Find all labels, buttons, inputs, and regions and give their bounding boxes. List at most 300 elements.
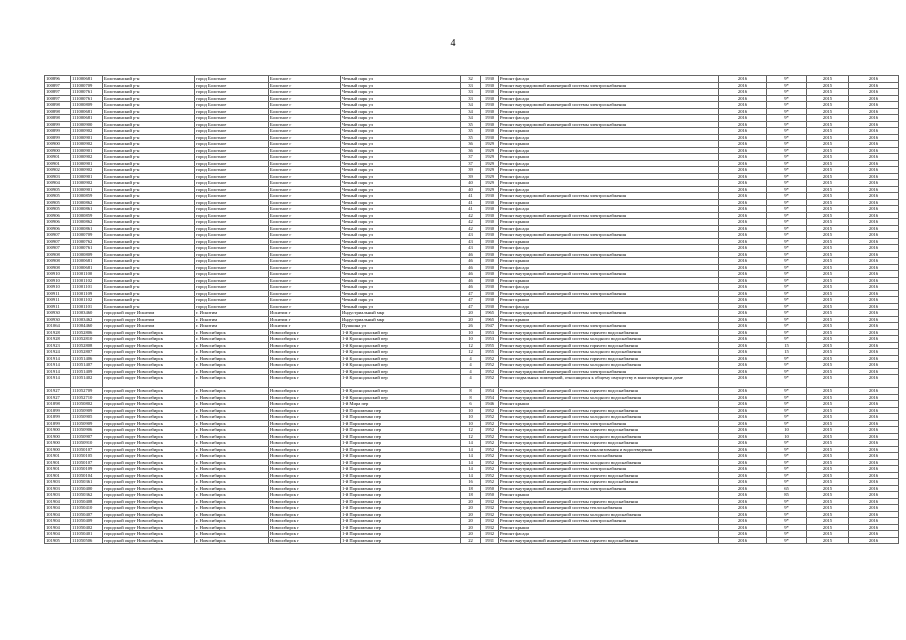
cell-house: 47 — [461, 290, 481, 297]
cell-city: Новосибирск г — [269, 368, 341, 375]
cell-year-from: 2015 — [807, 277, 849, 284]
cell-street: Чечный парк ул — [341, 277, 461, 284]
cell-id: 100911 — [45, 297, 71, 304]
cell-number: 9* — [767, 505, 807, 512]
cell-number: 9* — [767, 375, 807, 388]
cell-municipality: Болотнинский р-н — [103, 303, 195, 310]
cell-city: Болотное г — [269, 212, 341, 219]
cell-settlement: город Болотное — [195, 251, 269, 258]
cell-settlement: г. Новосибирск — [195, 511, 269, 518]
cell-municipality: городской округ Новосибирск — [103, 349, 195, 356]
cell-year-from: 2015 — [807, 82, 849, 89]
cell-year-to: 2016 — [849, 303, 899, 310]
cell-id: 100898 — [45, 115, 71, 122]
cell-number: 9* — [767, 180, 807, 187]
cell-house: 20 — [461, 310, 481, 317]
cell-year-to: 2016 — [849, 498, 899, 505]
cell-municipality: городской округ Искитим — [103, 323, 195, 330]
cell-id: 101899 — [45, 414, 71, 421]
cell-year-built: 1952 — [481, 362, 499, 369]
cell-house: 33 — [461, 95, 481, 102]
cell-settlement: город Болотное — [195, 284, 269, 291]
cell-code: 111050909 — [71, 407, 103, 414]
cell-year: 2016 — [719, 284, 767, 291]
cell-code: 111050506 — [71, 537, 103, 544]
cell-number: 9* — [767, 290, 807, 297]
cell-id: 100907 — [45, 232, 71, 239]
cell-street: Чечный парк ул — [341, 232, 461, 239]
cell-number: 9* — [767, 479, 807, 486]
cell-year-to: 2016 — [849, 414, 899, 421]
cell-code: 111050410 — [71, 505, 103, 512]
cell-year-built: 1952 — [481, 440, 499, 447]
cell-year-to: 2016 — [849, 264, 899, 271]
cell-code: 111000681 — [71, 264, 103, 271]
cell-number: 9* — [767, 524, 807, 531]
cell-id: 100910 — [45, 271, 71, 278]
cell-number: 9* — [767, 459, 807, 466]
cell-year-from: 2015 — [807, 407, 849, 414]
cell-work-type: Ремонт фасада — [499, 95, 719, 102]
cell-year-built: 1930 — [481, 303, 499, 310]
cell-street: Чечный парк ул — [341, 264, 461, 271]
cell-year-built: 1930 — [481, 82, 499, 89]
cell-municipality: Болотнинский р-н — [103, 297, 195, 304]
cell-street: Чечный парк ул — [341, 199, 461, 206]
cell-city: Новосибирск г — [269, 362, 341, 369]
cell-house: 20 — [461, 316, 481, 323]
cell-year: 2016 — [719, 212, 767, 219]
cell-year: 2016 — [719, 440, 767, 447]
cell-year: 2016 — [719, 167, 767, 174]
cell-work-type: Ремонт крыши — [499, 524, 719, 531]
cell-city: Болотное г — [269, 154, 341, 161]
cell-city: Новосибирск г — [269, 394, 341, 401]
cell-year: 2016 — [719, 128, 767, 135]
cell-street: Чечный парк ул — [341, 206, 461, 213]
cell-year-built: 1930 — [481, 206, 499, 213]
cell-street: 1-й Пархоменко пер — [341, 498, 461, 505]
cell-street: 1-й Пархоменко пер — [341, 459, 461, 466]
cell-street: Чечный парк ул — [341, 141, 461, 148]
cell-street: Чечный парк ул — [341, 271, 461, 278]
cell-settlement: город Болотное — [195, 128, 269, 135]
cell-street: Чечный парк ул — [341, 180, 461, 187]
cell-street: Индустриальный мкр — [341, 316, 461, 323]
cell-city: Болотное г — [269, 251, 341, 258]
cell-work-type: Ремонт крыши — [499, 108, 719, 115]
cell-settlement: г. Новосибирск — [195, 349, 269, 356]
cell-city: Болотное г — [269, 121, 341, 128]
cell-year-built: 1930 — [481, 115, 499, 122]
cell-street: 1-й Пархоменко пер — [341, 524, 461, 531]
cell-work-type: Ремонт внутридомовой инженерной системы горячего водоснабжения — [499, 388, 719, 395]
cell-settlement: город Болотное — [195, 134, 269, 141]
cell-year-from: 2015 — [807, 349, 849, 356]
cell-work-type: Ремонт внутридомовой инженерной системы электроснабжения — [499, 485, 719, 492]
cell-id: 101928 — [45, 336, 71, 343]
cell-house: 34 — [461, 108, 481, 115]
cell-municipality: городской округ Новосибирск — [103, 401, 195, 408]
cell-street: Чечный парк ул — [341, 95, 461, 102]
cell-work-type: Ремонт внутридомовой инженерной системы горячего водоснабжения — [499, 472, 719, 479]
cell-settlement: город Болотное — [195, 186, 269, 193]
cell-city: Болотное г — [269, 245, 341, 252]
cell-code: 111052806 — [71, 329, 103, 336]
cell-year-built: 1965 — [481, 316, 499, 323]
cell-year-from: 2015 — [807, 375, 849, 388]
cell-street: 1-й Пархоменко пер — [341, 485, 461, 492]
cell-settlement: город Болотное — [195, 108, 269, 115]
cell-house: 43 — [461, 245, 481, 252]
cell-municipality: Болотнинский р-н — [103, 115, 195, 122]
cell-code: 111000861 — [71, 225, 103, 232]
cell-municipality: Болотнинский р-н — [103, 238, 195, 245]
cell-work-type: Ремонт крыши — [499, 154, 719, 161]
cell-year-built: 1930 — [481, 89, 499, 96]
cell-street: 1-й Краснодонский пер — [341, 355, 461, 362]
cell-work-type: Ремонт внутридомовой инженерной системы электроснабжения — [499, 193, 719, 200]
cell-year-built: 1952 — [481, 433, 499, 440]
cell-house: 40 — [461, 186, 481, 193]
cell-number: 9* — [767, 310, 807, 317]
cell-id: 100901 — [45, 160, 71, 167]
cell-number: 9* — [767, 388, 807, 395]
cell-city: Болотное г — [269, 180, 341, 187]
cell-settlement: город Болотное — [195, 76, 269, 83]
cell-number: 15 — [767, 342, 807, 349]
cell-year-from: 2015 — [807, 134, 849, 141]
cell-id: 101898 — [45, 401, 71, 408]
cell-id: 101064 — [45, 323, 71, 330]
cell-settlement: г. Новосибирск — [195, 375, 269, 388]
cell-id: 100930 — [45, 316, 71, 323]
cell-id: 100906 — [45, 219, 71, 226]
cell-work-type: Ремонт крыши — [499, 316, 719, 323]
cell-year: 2016 — [719, 206, 767, 213]
cell-id: 100897 — [45, 89, 71, 96]
cell-code: 111050802 — [71, 401, 103, 408]
cell-year: 2016 — [719, 134, 767, 141]
cell-code: 111001100 — [71, 271, 103, 278]
cell-number: 9* — [767, 303, 807, 310]
cell-municipality: Болотнинский р-н — [103, 186, 195, 193]
cell-municipality: городской округ Новосибирск — [103, 394, 195, 401]
cell-number: 9* — [767, 323, 807, 330]
cell-work-type: Ремонт внутридомовой инженерной системы горячего водоснабжения — [499, 329, 719, 336]
cell-city: Новосибирск г — [269, 524, 341, 531]
cell-year: 2016 — [719, 355, 767, 362]
cell-year: 2016 — [719, 505, 767, 512]
cell-work-type: Ремонт внутридомовой инженерной системы горячего водоснабжения — [499, 355, 719, 362]
cell-id: 101900 — [45, 433, 71, 440]
cell-work-type: Ремонт внутридомовой инженерной системы электроснабжения — [499, 251, 719, 258]
cell-city: Болотное г — [269, 284, 341, 291]
cell-city: Новосибирск г — [269, 537, 341, 544]
cell-year-built: 1946 — [481, 401, 499, 408]
cell-year: 2016 — [719, 524, 767, 531]
cell-code: 111051409 — [71, 368, 103, 375]
cell-number: 9* — [767, 108, 807, 115]
cell-year-to: 2016 — [849, 368, 899, 375]
cell-code: 111051406 — [71, 355, 103, 362]
cell-number: 9* — [767, 414, 807, 421]
cell-code: 111001101 — [71, 303, 103, 310]
cell-settlement: г. Новосибирск — [195, 427, 269, 434]
cell-house: 8 — [461, 388, 481, 395]
cell-number: 9* — [767, 173, 807, 180]
cell-year: 2016 — [719, 271, 767, 278]
cell-year-to: 2016 — [849, 102, 899, 109]
cell-settlement: город Болотное — [195, 245, 269, 252]
cell-street: Чечный парк ул — [341, 297, 461, 304]
cell-work-type: Ремонт фасада — [499, 76, 719, 83]
cell-year-to: 2016 — [849, 251, 899, 258]
cell-house: 43 — [461, 238, 481, 245]
cell-street: Чечный парк ул — [341, 193, 461, 200]
cell-city: Новосибирск г — [269, 401, 341, 408]
cell-work-type: Ремонт внутридомовой инженерной системы электроснабжения — [499, 323, 719, 330]
cell-settlement: г. Новосибирск — [195, 401, 269, 408]
cell-year: 2016 — [719, 303, 767, 310]
cell-house: 39 — [461, 173, 481, 180]
cell-work-type: Ремонт внутридомовой инженерной системы канализования и водоотведения — [499, 446, 719, 453]
cell-number: 9* — [767, 329, 807, 336]
cell-year: 2016 — [719, 388, 767, 395]
cell-year-built: 1930 — [481, 264, 499, 271]
cell-house: 20 — [461, 531, 481, 538]
cell-code: 111052808 — [71, 342, 103, 349]
cell-municipality: городской округ Новосибирск — [103, 446, 195, 453]
cell-code: 111050362 — [71, 492, 103, 499]
cell-house: 14 — [461, 453, 481, 460]
cell-house: 20 — [461, 498, 481, 505]
cell-year-built: 1930 — [481, 199, 499, 206]
cell-work-type: Ремонт фасада — [499, 186, 719, 193]
cell-year-to: 2016 — [849, 427, 899, 434]
cell-house: 14 — [461, 472, 481, 479]
cell-city: Новосибирск г — [269, 427, 341, 434]
cell-year-from: 2015 — [807, 95, 849, 102]
cell-city: Болотное г — [269, 95, 341, 102]
cell-code: 111000902 — [71, 141, 103, 148]
cell-municipality: Болотнинский р-н — [103, 89, 195, 96]
cell-year-to: 2016 — [849, 258, 899, 265]
cell-id: 101903 — [45, 479, 71, 486]
cell-work-type: Ремонт внутридомовой инженерной системы электроснабжения — [499, 310, 719, 317]
cell-work-type: Ремонт внутридомовой инженерной системы электроснабжения — [499, 518, 719, 525]
cell-year-built: 1930 — [481, 108, 499, 115]
cell-work-type: Ремонт крыши — [499, 128, 719, 135]
cell-year-built: 1929 — [481, 141, 499, 148]
cell-year-built: 1932 — [481, 505, 499, 512]
cell-street: Чечный парк ул — [341, 167, 461, 174]
cell-street: 1-й Пархоменко пер — [341, 427, 461, 434]
cell-year-to: 2016 — [849, 472, 899, 479]
cell-id: 100897 — [45, 95, 71, 102]
cell-code: 111000809 — [71, 251, 103, 258]
cell-number: 9* — [767, 141, 807, 148]
cell-year-to: 2016 — [849, 453, 899, 460]
cell-municipality: Болотнинский р-н — [103, 264, 195, 271]
cell-year-to: 2016 — [849, 225, 899, 232]
cell-year-built: 1930 — [481, 238, 499, 245]
cell-year-built: 1930 — [481, 297, 499, 304]
cell-year-to: 2016 — [849, 440, 899, 447]
cell-settlement: г. Новосибирск — [195, 498, 269, 505]
cell-house: 4 — [461, 362, 481, 369]
cell-year-to: 2016 — [849, 518, 899, 525]
page-number: 4 — [450, 38, 456, 49]
cell-year-to: 2016 — [849, 310, 899, 317]
cell-year-built: 1930 — [481, 95, 499, 102]
cell-code: 111001102 — [71, 297, 103, 304]
cell-year-to: 2016 — [849, 173, 899, 180]
cell-house: 22 — [461, 537, 481, 544]
cell-number: 9* — [767, 154, 807, 161]
cell-city: Новосибирск г — [269, 492, 341, 499]
cell-year-built: 1930 — [481, 76, 499, 83]
cell-id: 100906 — [45, 212, 71, 219]
cell-street: Индустриальный мкр — [341, 310, 461, 317]
cell-year-from: 2015 — [807, 128, 849, 135]
cell-work-type: Ремонт внутридомовой инженерной системы горячего водоснабжения — [499, 427, 719, 434]
cell-year-to: 2016 — [849, 290, 899, 297]
cell-city: Болотное г — [269, 76, 341, 83]
cell-settlement: город Болотное — [195, 141, 269, 148]
cell-code: 111050109 — [71, 466, 103, 473]
cell-year-from: 2015 — [807, 141, 849, 148]
cell-city: Новосибирск г — [269, 407, 341, 414]
cell-year-to: 2016 — [849, 492, 899, 499]
cell-year-to: 2016 — [849, 524, 899, 531]
cell-year-to: 2016 — [849, 297, 899, 304]
cell-work-type: Ремонт внутридомовой инженерной системы электроснабжения — [499, 102, 719, 109]
cell-year: 2016 — [719, 154, 767, 161]
cell-year-from: 2015 — [807, 342, 849, 349]
cell-id: 100899 — [45, 128, 71, 135]
cell-year-to: 2016 — [849, 323, 899, 330]
cell-house: 6 — [461, 401, 481, 408]
cell-work-type: Ремонт внутридомовой инженерной системы электроснабжения — [499, 232, 719, 239]
cell-city: Болотное г — [269, 206, 341, 213]
cell-year-from: 2015 — [807, 505, 849, 512]
cell-year-from: 2015 — [807, 368, 849, 375]
cell-settlement: город Болотное — [195, 180, 269, 187]
cell-year-from: 2015 — [807, 433, 849, 440]
cell-settlement: г. Новосибирск — [195, 466, 269, 473]
cell-city: Болотное г — [269, 219, 341, 226]
cell-municipality: городской округ Новосибирск — [103, 427, 195, 434]
cell-settlement: г. Новосибирск — [195, 355, 269, 362]
cell-code: 111003460 — [71, 310, 103, 317]
cell-year-built: 1929 — [481, 167, 499, 174]
cell-work-type: Ремонт крыши — [499, 238, 719, 245]
cell-house: 12 — [461, 427, 481, 434]
cell-number: 9* — [767, 518, 807, 525]
cell-settlement: город Болотное — [195, 303, 269, 310]
cell-street: 1-й Краснодонский пер — [341, 329, 461, 336]
cell-house: 14 — [461, 459, 481, 466]
cell-number: 9* — [767, 232, 807, 239]
cell-code: 111050409 — [71, 518, 103, 525]
cell-id: 101914 — [45, 368, 71, 375]
cell-code: 111000681 — [71, 258, 103, 265]
cell-city: Болотное г — [269, 173, 341, 180]
cell-settlement: г. Новосибирск — [195, 505, 269, 512]
cell-street: 1-й Пархоменко пер — [341, 472, 461, 479]
cell-code: 111000901 — [71, 147, 103, 154]
cell-id: 101905 — [45, 537, 71, 544]
cell-year-from: 2015 — [807, 316, 849, 323]
cell-code: 111000901 — [71, 160, 103, 167]
cell-street: 1-й Пархоменко пер — [341, 492, 461, 499]
cell-year-from: 2015 — [807, 89, 849, 96]
cell-municipality: Болотнинский р-н — [103, 193, 195, 200]
cell-code: 111000901 — [71, 134, 103, 141]
cell-year-built: 1950 — [481, 485, 499, 492]
cell-id: 100905 — [45, 186, 71, 193]
cell-year: 2016 — [719, 329, 767, 336]
cell-year: 2016 — [719, 290, 767, 297]
cell-house: 37 — [461, 160, 481, 167]
cell-year-built: 1932 — [481, 524, 499, 531]
cell-work-type: Ремонт фасада — [499, 173, 719, 180]
cell-work-type: Ремонт фасада — [499, 160, 719, 167]
cell-settlement: г. Новосибирск — [195, 336, 269, 343]
cell-year: 2016 — [719, 375, 767, 388]
cell-house: 14 — [461, 440, 481, 447]
cell-year-built: 1932 — [481, 531, 499, 538]
cell-number: 85 — [767, 492, 807, 499]
cell-code: 111001102 — [71, 277, 103, 284]
cell-city: Новосибирск г — [269, 459, 341, 466]
cell-code: 111000900 — [71, 121, 103, 128]
cell-year-built: 1952 — [481, 427, 499, 434]
cell-year-built: 1930 — [481, 251, 499, 258]
cell-street: Чечный парк ул — [341, 154, 461, 161]
cell-number: 9* — [767, 167, 807, 174]
cell-year-to: 2016 — [849, 531, 899, 538]
cell-work-type: Ремонт фасада — [499, 206, 719, 213]
cell-year: 2016 — [719, 108, 767, 115]
cell-year-from: 2015 — [807, 498, 849, 505]
cell-year-from: 2015 — [807, 446, 849, 453]
cell-city: Болотное г — [269, 134, 341, 141]
cell-year: 2016 — [719, 414, 767, 421]
cell-house: 40 — [461, 180, 481, 187]
cell-city: Новосибирск г — [269, 479, 341, 486]
cell-number: 9* — [767, 316, 807, 323]
cell-code: 111001109 — [71, 290, 103, 297]
cell-settlement: г. Новосибирск — [195, 433, 269, 440]
cell-house: 46 — [461, 277, 481, 284]
cell-year: 2016 — [719, 349, 767, 356]
cell-code: 111000902 — [71, 180, 103, 187]
cell-id: 100910 — [45, 277, 71, 284]
cell-settlement: город Болотное — [195, 102, 269, 109]
cell-settlement: г. Новосибирск — [195, 362, 269, 369]
cell-id: 100905 — [45, 206, 71, 213]
cell-house: 35 — [461, 128, 481, 135]
cell-street: 1-й Пархоменко пер — [341, 414, 461, 421]
cell-city: Болотное г — [269, 147, 341, 154]
cell-municipality: городской округ Новосибирск — [103, 492, 195, 499]
cell-house: 41 — [461, 199, 481, 206]
cell-year-from: 2015 — [807, 238, 849, 245]
cell-year: 2016 — [719, 466, 767, 473]
cell-city: Болотное г — [269, 108, 341, 115]
